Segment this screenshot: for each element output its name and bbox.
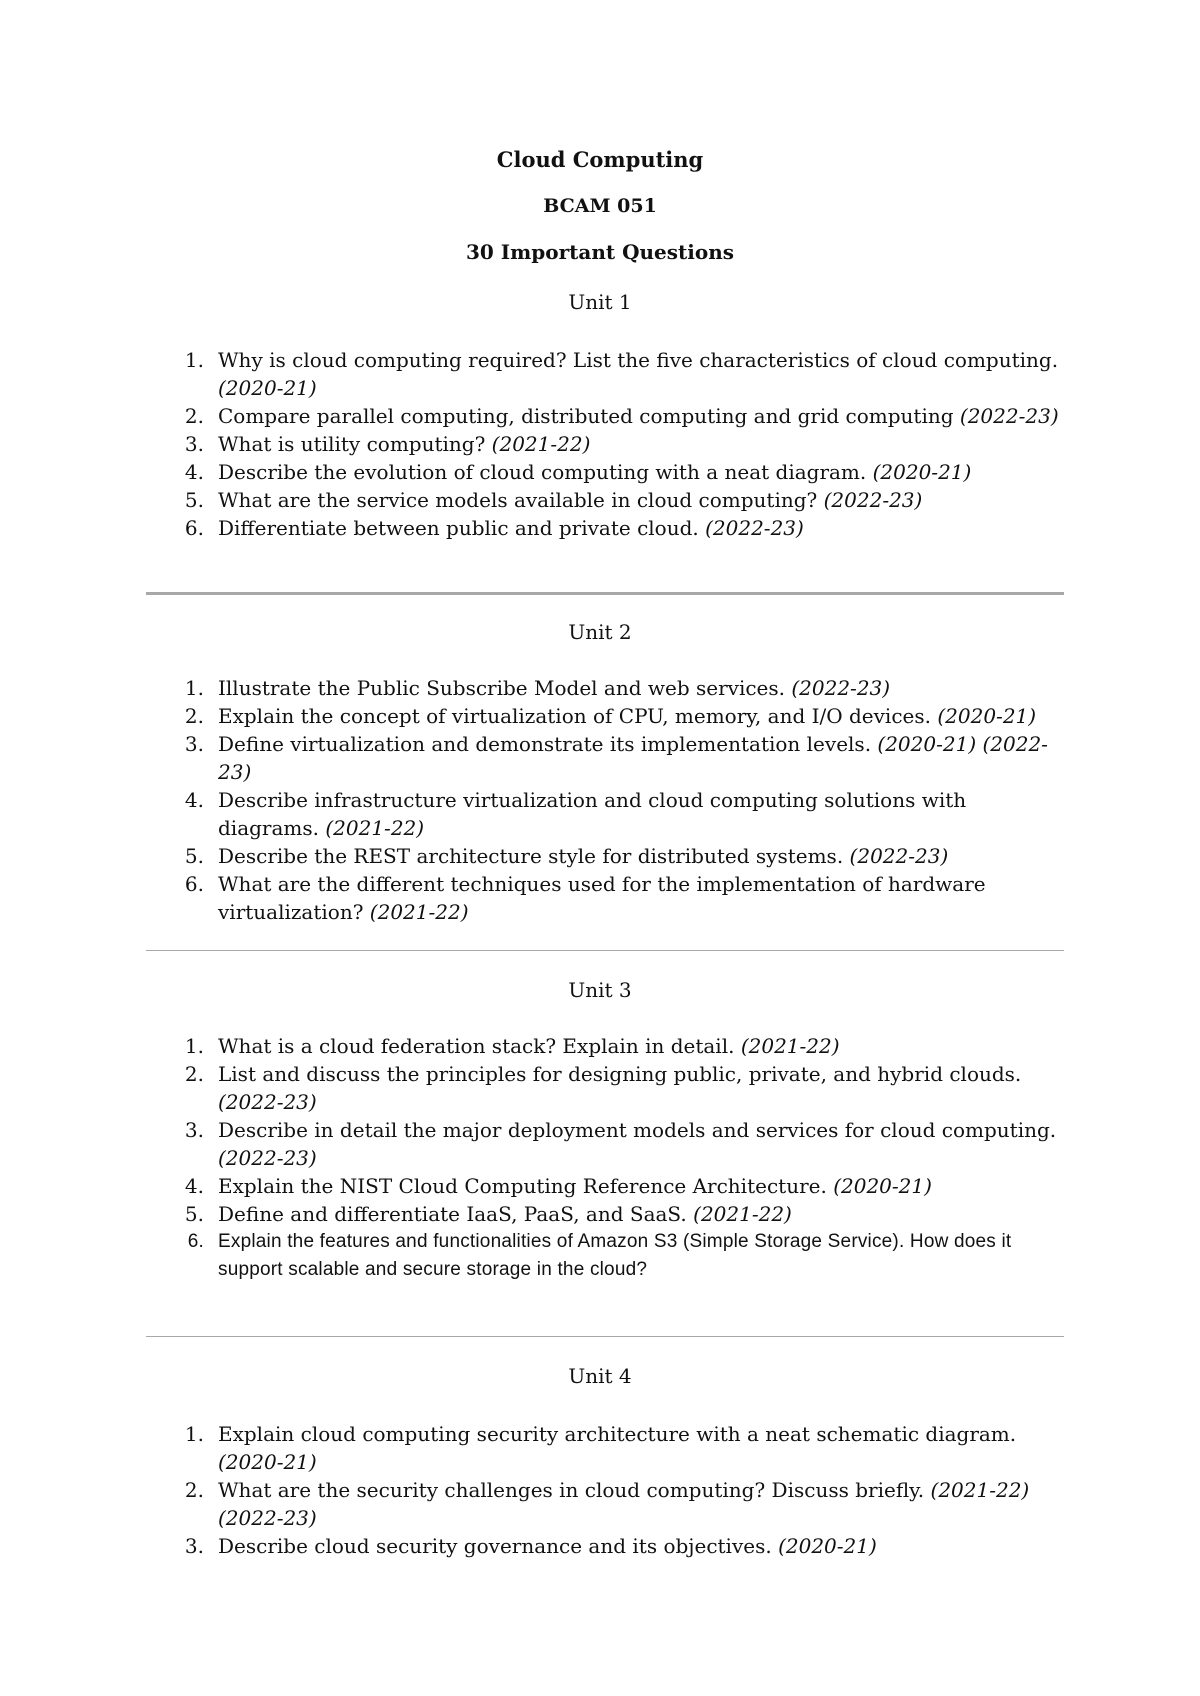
question-number: 5. [184,488,204,512]
question-item [182,346,1062,402]
question-year: (2020-21) [937,704,1037,728]
question-number: 5. [184,1202,204,1226]
question-item [182,786,1062,842]
question-number: 3. [184,1534,204,1558]
question-number: 1. [184,676,204,700]
question-year: (2020-21) [218,1450,317,1474]
question-number: 5. [184,844,204,868]
question-text: Why is cloud computing required? List the five characteristics of cloud computing. [218,348,1059,372]
unit-3-heading: Unit 3 [568,978,632,1002]
question-item [182,702,1062,730]
question-text: What is a cloud federation stack? Explain in detail. [218,1034,741,1058]
question-text: Describe cloud security governance and its objectives. [218,1534,779,1558]
question-text: Define virtualization and demonstrate its implementation levels. [218,732,878,756]
question-number: 2. [184,404,204,428]
question-item [182,730,1062,786]
unit-4-heading: Unit 4 [568,1364,632,1388]
question-number: 4. [184,460,204,484]
section-divider [146,592,1064,595]
question-year: (2021-22) [740,1034,840,1058]
question-number: 6. [187,1231,204,1252]
document-subtitle: 30 Important Questions [465,240,735,264]
section-divider [146,1336,1064,1337]
question-year: (2020-21) (2022-23) [218,732,1048,784]
question-item [182,842,1062,870]
question-text: Define and differentiate IaaS, PaaS, and SaaS. [218,1202,694,1226]
question-text: What are the security challenges in cloud computing? Discuss briefly. [218,1478,931,1502]
question-text: Explain cloud computing security architecture with a neat schematic diagram. [218,1422,1017,1446]
question-year: (2020-21) [778,1534,877,1558]
document-title: Cloud Computing [496,147,704,172]
question-item [182,458,1062,486]
question-year: (2020-21) [872,460,972,484]
question-text: Compare parallel computing, distributed computing and grid computing [218,404,960,428]
question-year: (2022-23) [705,516,804,540]
question-text: List and discuss the principles for designing public, private, and hybrid clouds. [218,1062,1022,1086]
question-number: 3. [184,432,204,456]
question-number: 3. [184,1118,204,1142]
question-number: 3. [184,732,204,756]
question-year: (2022-23) [218,1146,317,1170]
question-year: (2021-22) (2022-23) [218,1478,1030,1530]
question-year: (2020-21) [833,1174,932,1198]
question-year: (2022-23) [791,676,891,700]
question-number: 1. [184,348,204,372]
question-item [182,1060,1062,1116]
question-item [182,1420,1062,1476]
question-text: Describe the REST architecture style for distributed systems. [218,844,850,868]
question-year: (2021-22) [693,1202,792,1226]
unit-2-heading: Unit 2 [568,620,632,644]
question-year: (2020-21) [218,376,317,400]
unit-1-heading: Unit 1 [568,290,632,314]
question-year: (2021-22) [369,900,469,924]
question-text: Explain the concept of virtualization of CPU, memory, and I/O devices. [218,704,938,728]
question-item [182,1172,1062,1200]
course-code: BCAM 051 [543,195,657,217]
question-text: Illustrate the Public Subscribe Model and web services. [218,676,792,700]
question-item [182,402,1062,430]
question-number: 2. [184,704,204,728]
question-item [182,1116,1062,1172]
question-item [182,1200,1062,1228]
question-year: (2021-22) [491,432,591,456]
question-number: 2. [184,1062,204,1086]
question-text: What is utility computing? [218,432,492,456]
question-year: (2022-23) [959,404,1059,428]
question-text: Explain the features and functionalities of Amazon S3 (Simple Storage Service). How does it support scalable and secure storage in the cloud? [218,1231,1012,1280]
question-number: 2. [184,1478,204,1502]
question-year: (2022-23) [218,1090,317,1114]
question-item [182,870,1062,926]
question-item [182,430,1062,458]
question-text: Differentiate between public and private cloud. [218,516,706,540]
question-number: 6. [184,516,204,540]
question-number: 6. [184,872,204,896]
question-text: Describe infrastructure virtualization and cloud computing solutions with diagrams. [218,788,967,840]
question-year: (2022-23) [823,488,923,512]
question-number: 4. [184,1174,204,1198]
question-text: Describe the evolution of cloud computing with a neat diagram. [218,460,873,484]
question-text: Explain the NIST Cloud Computing Reference Architecture. [218,1174,834,1198]
question-text: What are the service models available in cloud computing? [218,488,824,512]
question-item [182,514,1062,542]
question-item [182,674,1062,702]
question-item [182,1532,1062,1560]
question-item [182,486,1062,514]
question-number: 1. [184,1422,204,1446]
question-item [182,1228,1062,1284]
question-text: What are the different techniques used for the implementation of hardware virtualization? [218,872,986,924]
question-number: 4. [184,788,204,812]
question-year: (2021-22) [325,816,425,840]
unit-1-question-list [182,346,1062,542]
question-item [182,1032,1062,1060]
unit-4-question-list [182,1420,1062,1560]
question-year: (2022-23) [849,844,949,868]
section-divider [146,950,1064,951]
question-number: 1. [184,1034,204,1058]
unit-2-question-list [182,674,1062,926]
unit-3-question-list [182,1032,1062,1284]
question-item [182,1476,1062,1532]
question-text: Describe in detail the major deployment models and services for cloud computing. [218,1118,1057,1142]
